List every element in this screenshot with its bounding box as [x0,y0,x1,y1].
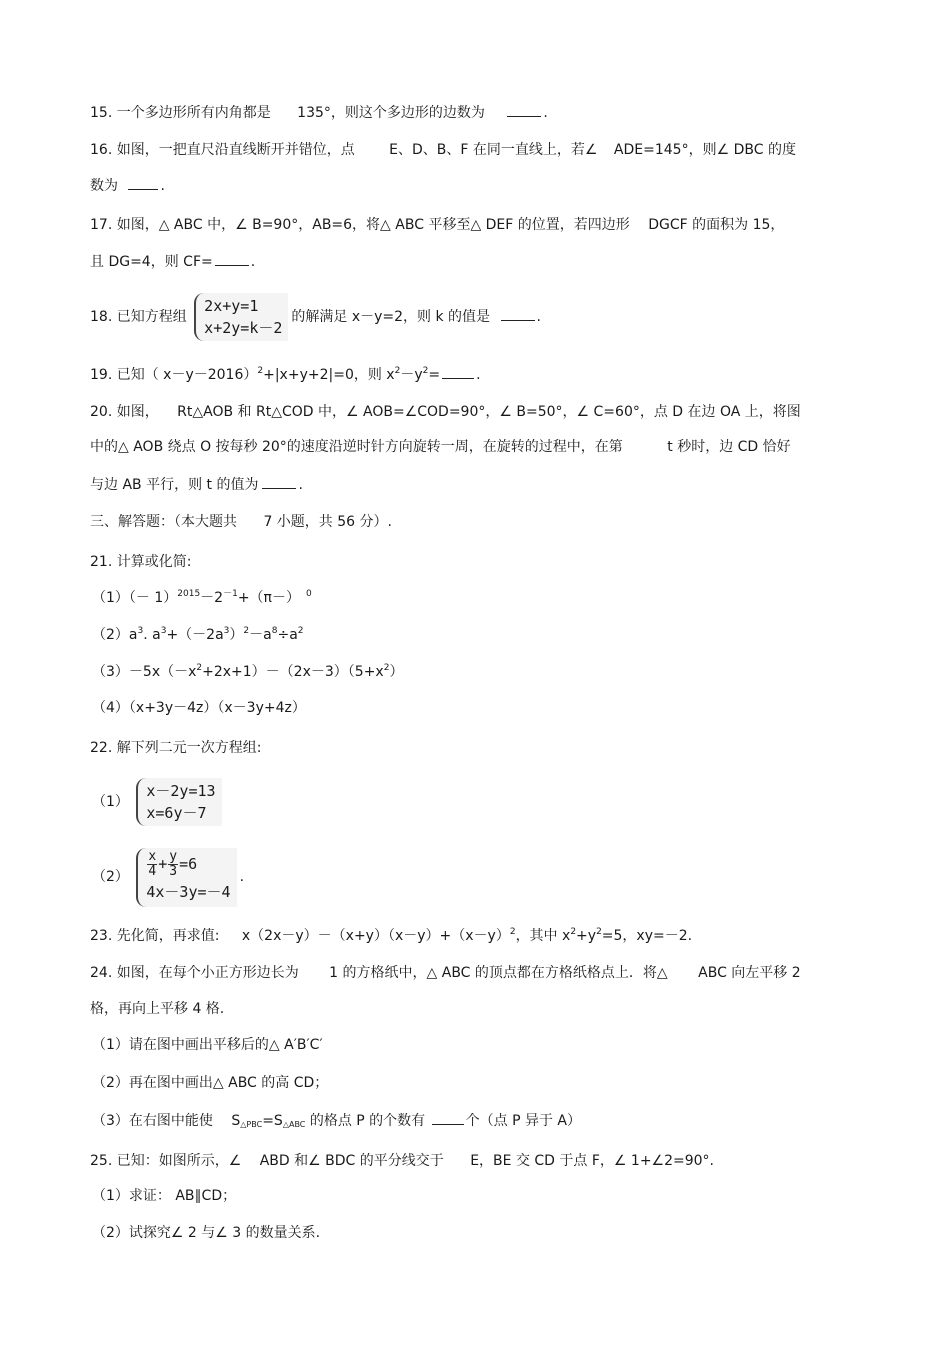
question-20-line-3 [90,474,860,495]
q16-text-2a: 数为 [90,178,118,194]
fraction-y-over-3 [168,850,178,879]
q25-text-1a: 25. 已知：如图所示，∠ [90,1153,242,1169]
q21-p1-exp-2: －1 [223,589,238,599]
q22-part-2 [92,842,862,912]
q20-text-3b: . [298,477,303,493]
q20-text-1b: Rt△AOB 和 Rt△COD 中，∠ AOB=∠COD=90°，∠ B=50°，∠ C=60°，点 D 在边 OA 上，将图 [177,404,801,420]
q25-text-1b: ABD 和∠ BDC 的平分线交于 [259,1153,444,1169]
q22-system-2 [136,848,236,907]
q22-system-2-eq-1 [146,850,230,879]
q15-text-a: 15. 一个多边形所有内角都是 [90,105,271,121]
q22-system-1 [136,778,221,826]
q18-text-a: 18. 已知方程组 [90,309,187,325]
q19-text-b: +|x+y+2|=0，则 x [263,367,395,383]
question-16-line-1 [90,140,860,160]
q18-text-b: 的解满足 x－y=2，则 k 的值是 [291,309,491,325]
q21-p2-g: ÷a [277,627,298,643]
q21-p2-d: ） [229,627,244,643]
question-24-line-2: 格，再向上平移 4 格. [90,1001,225,1017]
q25-part-2: （2）试探究∠ 2 与∠ 3 的数量关系. [92,1225,321,1241]
q22-p2-period: . [239,869,245,885]
q21-part-3 [92,662,862,682]
q18-answer-blank[interactable] [501,306,535,321]
q21-p2-a: （2）a [92,627,138,643]
q21-p3-a: （3）－5x（－x [92,664,197,680]
q19-text-c: －y [400,367,423,383]
q24-part-3 [92,1110,862,1131]
q23-exp-2: 2 [570,927,577,937]
q16-text-1a: 16. 如图，一把直尺沿直线断开并错位，点 [90,142,355,158]
q22-system-1-eq-1: x－2y=13 [146,782,216,800]
q21-p2-exp-4: 2 [243,626,250,636]
q17-text-2a: 且 DG=4，则 CF= [90,254,213,270]
q21-p1-a: （1）（－ 1） [92,590,178,606]
q21-p3-exp-2: 2 [383,663,390,673]
q21-p3-b: +2x+1）－（2x－3）（5+x [202,664,384,680]
fraction-denominator: 4 [148,863,157,879]
q17-text-2b: . [250,254,256,270]
q23-exp-3: 2 [596,927,602,937]
q20-answer-blank[interactable] [262,474,296,489]
q20-text-2a: 中的△ AOB 绕点 O 按每秒 20°的速度沿逆时针方向旋转一周，在旋转的过程中，在第 [90,439,623,455]
fraction-numerator: y [169,848,178,864]
q18-equation-1: 2x+y=1 [204,297,259,315]
q15-answer-blank[interactable] [507,102,541,117]
q24-p3-c: 个（点 P 异于 A） [465,1113,581,1129]
q21-part-4: （4）（x+3y－4z）（x－3y+4z） [92,700,306,716]
q17-answer-blank[interactable] [215,251,249,266]
q24-text-1b: 1 的方格纸中，△ ABC 的顶点都在方格纸格点上．将△ [329,965,668,981]
q21-p2-f: －a [249,627,272,643]
q21-p2-c: +（－2a [166,627,224,643]
q17-text-1a: 17. 如图，△ ABC 中，∠ B=90°，AB=6，将△ ABC 平移至△ DEF 的位置，若四边形 [90,217,630,233]
q24-p3-a: （3）在右图中能使 [92,1113,213,1129]
q25-part-1: （1）求证： AB∥CD； [92,1188,237,1204]
q16-text-2b: . [160,178,165,194]
q17-text-1b: DGCF 的面积为 15， [648,217,785,233]
q18-equation-system [194,293,288,341]
q20-text-2b: t 秒时，边 CD 恰好 [667,439,791,455]
question-24-line-1 [90,963,860,983]
question-20-line-1 [90,402,860,422]
section-3-heading [90,512,860,532]
section-3-text-b: 7 小题，共 56 分）. [263,514,392,530]
q21-part-1 [92,588,862,608]
fraction-x-over-4 [147,850,157,879]
question-25-line-1 [90,1151,860,1171]
question-19 [90,364,860,385]
q21-part-2 [92,625,862,645]
q19-text-a: 19. 已知（ x－y－2016） [90,367,258,383]
q19-exponent-2: 2 [394,366,401,376]
question-17-line-1 [90,215,860,235]
question-22-title: 22. 解下列二元一次方程组: [90,740,262,756]
equation-rest: =6 [179,854,198,873]
question-21-title: 21. 计算或化简: [90,554,192,570]
question-17-line-2 [90,251,860,272]
q24-p3-sub-1: △PBC [240,1120,263,1129]
q21-p1-exp-3: 0 [306,589,312,599]
question-20-line-2 [90,437,860,457]
q21-p1-exp-1: 2015 [177,589,201,599]
q22-part-1 [92,774,862,830]
q24-part-2: （2）再在图中画出△ ABC 的高 CD； [92,1075,329,1091]
q21-p2-b: . a [143,627,161,643]
q19-text-e: . [476,367,481,383]
q18-text-c: . [536,309,541,325]
q22-p1-label: （1） [92,794,129,810]
q16-text-1c: ADE=145°，则∠ DBC 的度 [613,142,796,158]
q23-text-c: ，其中 x [515,928,571,944]
q24-text-1a: 24. 如图，在每个小正方形边长为 [90,965,299,981]
question-15 [90,102,860,123]
q22-p2-label: （2） [92,869,129,885]
q24-p3-b: 的格点 P 的个数有 [309,1113,426,1129]
q19-exponent-3: 2 [422,366,429,376]
q15-text-c: . [543,105,548,121]
q21-p2-exp-3: 3 [223,626,230,636]
q25-text-1c: E，BE 交 CD 于点 F，∠ 1+∠2=90°. [470,1153,714,1169]
q21-p3-exp-1: 2 [196,663,203,673]
q24-text-1c: ABC 向左平移 2 [698,965,801,981]
plus-sign: + [158,854,168,873]
q24-p3-sub-2: △ABC [282,1120,306,1129]
question-16-line-2 [90,175,860,196]
section-3-text-a: 三、解答题：（本大题共 [90,514,237,530]
q24-p3-s: S [231,1113,241,1129]
q23-text-f: =5，xy=－2. [601,928,693,944]
q21-p1-b: －2 [200,590,224,606]
q21-p3-c: ） [389,664,404,680]
q24-part-1: （1）请在图中画出平移后的△ A′B′C′ [92,1037,323,1053]
fraction-numerator: x [148,848,157,864]
q23-text-a: 23. 先化简，再求值: [90,928,220,944]
q19-answer-blank[interactable] [442,364,474,379]
q21-p2-exp-2: 3 [160,626,167,636]
q21-p2-exp-1: 3 [137,626,144,636]
q18-equation-2: x+2y=k－2 [204,319,283,337]
question-23 [90,926,860,946]
q20-text-1a: 20. 如图， [90,404,159,420]
q23-text-d: +y [576,928,597,944]
q15-text-b: 135°，则这个多边形的边数为 [297,105,485,121]
q22-system-2-eq-2: 4x－3y=－4 [146,882,231,901]
q19-text-d: = [428,367,441,383]
q21-p1-c: +（π－） [237,590,300,606]
q24-answer-blank[interactable] [432,1110,464,1125]
q16-answer-blank[interactable] [128,175,158,190]
q21-p2-exp-6: 2 [297,626,304,636]
fraction-denominator: 3 [169,863,178,879]
question-18 [90,290,860,344]
q21-p2-exp-5: 8 [271,626,278,636]
q16-text-1b: E、D、B、F 在同一直线上，若∠ [389,142,598,158]
q24-p3-eq: =S [262,1113,283,1129]
q20-text-3a: 与边 AB 平行，则 t 的值为 [90,477,259,493]
q19-exponent-1: 2 [257,366,264,376]
q22-system-1-eq-2: x=6y－7 [146,804,207,822]
q23-exp-1: 2 [509,927,516,937]
q23-text-b: x（2x－y）－（x+y）（x－y）+（x－y） [241,928,510,944]
